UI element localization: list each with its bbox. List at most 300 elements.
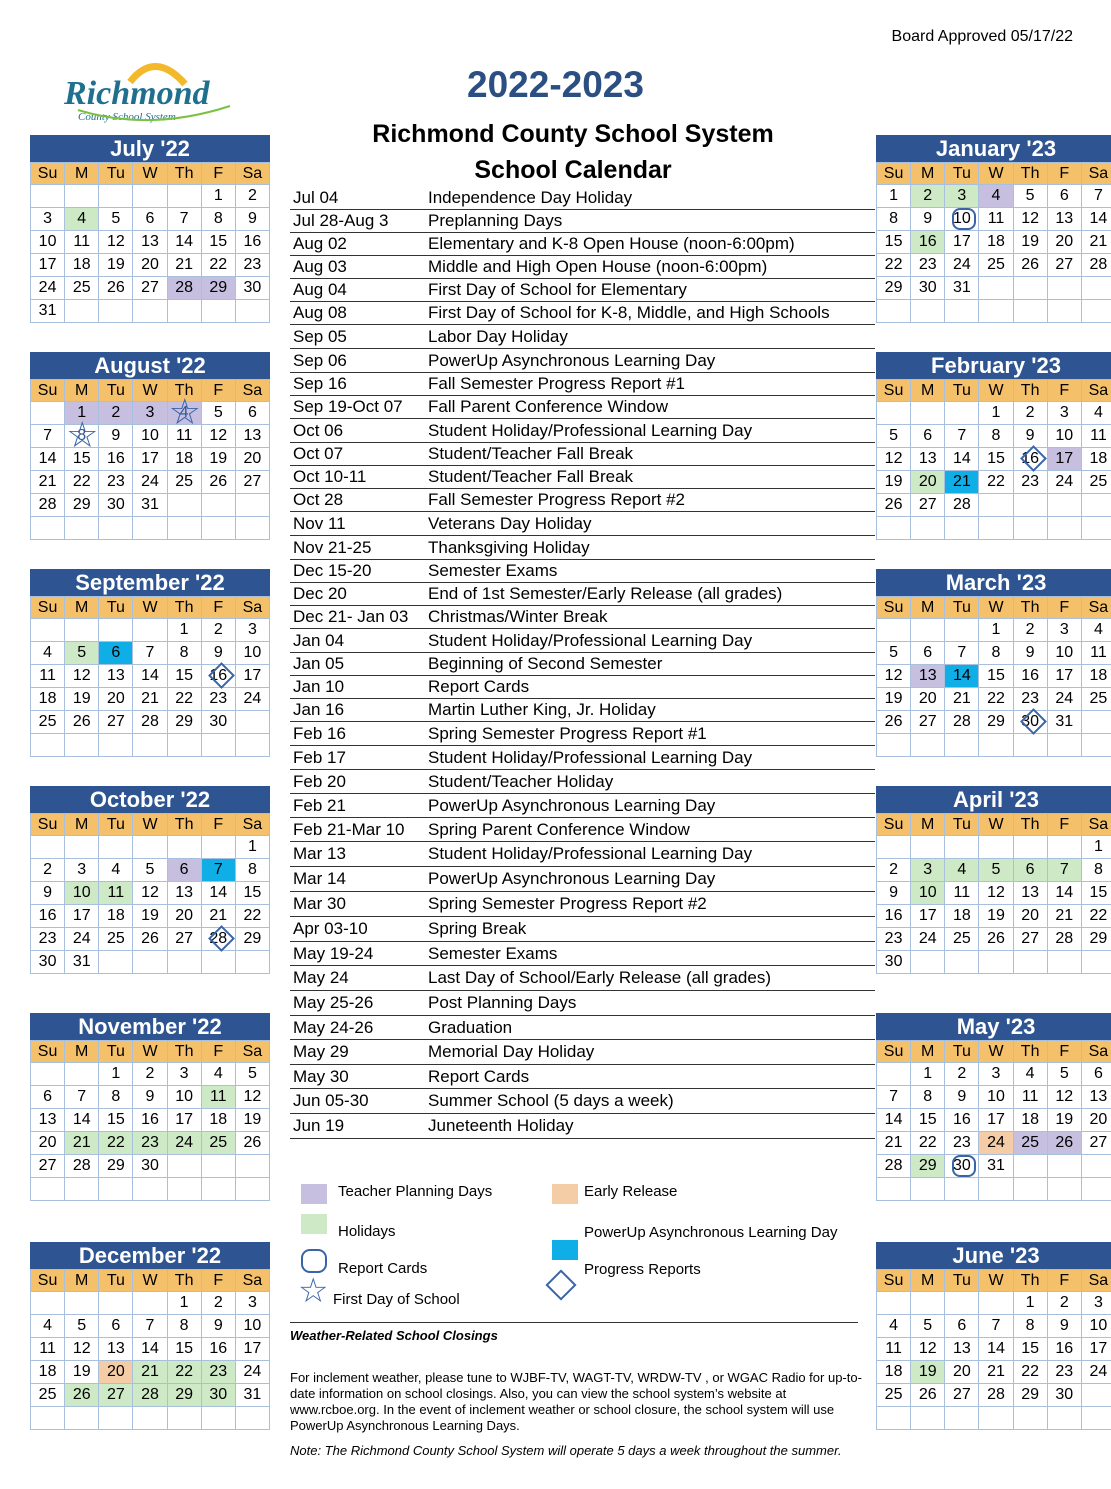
day-cell: 16 — [911, 231, 945, 254]
day-cell: 18 — [945, 905, 979, 928]
month-title: August '22 — [30, 352, 270, 379]
day-cell: 24 — [31, 277, 65, 300]
day-cell: 30 — [235, 277, 269, 300]
day-cell: 6 — [31, 1086, 65, 1109]
empty-cell — [65, 300, 99, 323]
empty-cell — [65, 1292, 99, 1315]
event-desc: Spring Break — [425, 917, 875, 942]
day-cell: 2 — [99, 402, 133, 425]
day-cell: 1 — [201, 185, 235, 208]
weekday-header: Th — [167, 163, 201, 185]
empty-cell — [65, 734, 99, 757]
month-title: November '22 — [30, 1013, 270, 1040]
day-cell: 1 — [167, 619, 201, 642]
empty-cell — [201, 494, 235, 517]
empty-cell — [1013, 517, 1047, 540]
day-cell: 14 — [133, 665, 167, 688]
day-cell: 12 — [133, 882, 167, 905]
event-date: Mar 30 — [290, 892, 425, 917]
event-desc: Student/Teacher Holiday — [425, 770, 875, 794]
event-date: Aug 03 — [290, 256, 425, 279]
empty-cell — [65, 836, 99, 859]
day-cell: 25 — [945, 928, 979, 951]
weekday-header: Tu — [99, 597, 133, 619]
event-date: Feb 21 — [290, 794, 425, 818]
logo-subtext: County School System — [78, 111, 176, 123]
event-desc: Beginning of Second Semester — [425, 653, 875, 676]
day-cell: 29 — [1013, 1384, 1047, 1407]
board-approved: Board Approved 05/17/22 — [891, 28, 1073, 45]
day-cell: 29 — [201, 277, 235, 300]
day-cell: 22 — [167, 1361, 201, 1384]
empty-cell — [945, 951, 979, 974]
empty-cell — [1013, 836, 1047, 859]
day-cell: 27 — [945, 1384, 979, 1407]
day-cell: 12 — [201, 425, 235, 448]
day-cell: 25 — [31, 711, 65, 734]
day-cell: 6 — [235, 402, 269, 425]
day-cell: 5 — [1013, 185, 1047, 208]
event-row — [290, 991, 875, 1016]
weekday-header: W — [133, 1041, 167, 1063]
event-desc: End of 1st Semester/Early Release (all grades) — [425, 583, 875, 606]
legend-progress: Progress Reports — [584, 1261, 701, 1278]
day-cell: 14 — [31, 448, 65, 471]
day-cell: 18 — [31, 688, 65, 711]
weekday-header: M — [65, 814, 99, 836]
day-cell: 5 — [1047, 1063, 1081, 1086]
day-cell: 27 — [235, 471, 269, 494]
divider — [290, 1322, 858, 1323]
day-cell: 7 — [1047, 859, 1081, 882]
day-cell: 24 — [1081, 1361, 1111, 1384]
day-cell: 5 — [65, 642, 99, 665]
day-cell: 24 — [979, 1132, 1013, 1155]
day-cell: 18 — [99, 905, 133, 928]
event-date: May 25-26 — [290, 991, 425, 1016]
weekday-header: Su — [877, 380, 911, 402]
event-desc: Student Holiday/Professional Learning Day — [425, 842, 875, 867]
day-cell: 12 — [877, 665, 911, 688]
day-cell: 26 — [877, 711, 911, 734]
day-cell: 1 — [979, 619, 1013, 642]
empty-cell — [167, 734, 201, 757]
weekday-header: F — [201, 597, 235, 619]
day-cell: 21 — [1081, 231, 1111, 254]
weekday-header: W — [979, 1270, 1013, 1292]
day-cell: 8 — [167, 642, 201, 665]
day-cell: 26 — [1013, 254, 1047, 277]
day-cell: 7 — [945, 642, 979, 665]
day-cell: 31 — [945, 277, 979, 300]
event-date: Sep 06 — [290, 349, 425, 373]
day-cell: 29 — [99, 1155, 133, 1178]
event-desc: Veterans Day Holiday — [425, 512, 875, 536]
empty-cell — [911, 951, 945, 974]
event-desc: Student Holiday/Professional Learning Day — [425, 419, 875, 443]
empty-cell — [911, 836, 945, 859]
day-cell: 28 — [201, 928, 235, 951]
event-desc: Juneteenth Holiday — [425, 1114, 875, 1139]
event-row — [290, 512, 875, 536]
day-cell: 24 — [1047, 471, 1081, 494]
event-row — [290, 419, 875, 443]
month-calendar — [30, 1013, 270, 1201]
weather-body: For inclement weather, please tune to WJBF-TV, WAGT-TV, WRDW-TV , or WGAC Radio for up-to-date information on school closings. Also, you can view the school system’s website at www.rcboe.org. In the event of inclement weather or school closure, the school system will use PowerUp Asynchronous Learning Days. — [290, 1370, 862, 1433]
empty-cell — [31, 1063, 65, 1086]
day-cell: 20 — [167, 905, 201, 928]
day-cell: 14 — [1081, 208, 1111, 231]
empty-cell — [65, 1063, 99, 1086]
event-row — [290, 818, 875, 842]
event-date: Aug 08 — [290, 302, 425, 325]
event-row — [290, 349, 875, 373]
weekday-header: Tu — [99, 380, 133, 402]
day-cell: 9 — [1047, 1315, 1081, 1338]
empty-cell — [979, 494, 1013, 517]
day-cell: 19 — [133, 905, 167, 928]
day-cell: 9 — [911, 208, 945, 231]
day-cell: 29 — [65, 494, 99, 517]
month-calendar — [876, 1013, 1111, 1201]
weekday-header: W — [133, 597, 167, 619]
weekday-header: Sa — [1081, 380, 1111, 402]
day-cell: 5 — [201, 402, 235, 425]
day-cell: 29 — [235, 928, 269, 951]
day-cell: 18 — [1081, 448, 1111, 471]
day-cell: 31 — [133, 494, 167, 517]
day-cell: 3 — [235, 1292, 269, 1315]
event-date: Mar 13 — [290, 842, 425, 867]
day-cell: 22 — [877, 254, 911, 277]
day-cell: 20 — [1013, 905, 1047, 928]
day-cell: 28 — [1047, 928, 1081, 951]
weekday-header: Sa — [235, 380, 269, 402]
weekday-header: Su — [877, 1270, 911, 1292]
event-desc: Student Holiday/Professional Learning Day — [425, 746, 875, 770]
day-cell: 2 — [133, 1063, 167, 1086]
day-cell: 10 — [1081, 1315, 1111, 1338]
day-cell: 22 — [167, 688, 201, 711]
day-cell: 21 — [201, 905, 235, 928]
day-cell: 26 — [911, 1384, 945, 1407]
day-cell: 20 — [1081, 1109, 1111, 1132]
day-cell: 25 — [877, 1384, 911, 1407]
day-cell: 10 — [1047, 425, 1081, 448]
empty-cell — [877, 1407, 911, 1430]
day-cell: 21 — [877, 1132, 911, 1155]
day-cell: 12 — [65, 1338, 99, 1361]
day-cell: 28 — [31, 494, 65, 517]
day-cell: 27 — [1013, 928, 1047, 951]
empty-cell — [201, 517, 235, 540]
day-cell: 15 — [911, 1109, 945, 1132]
event-row — [290, 279, 875, 302]
day-cell: 28 — [167, 277, 201, 300]
event-date: Jul 28-Aug 3 — [290, 210, 425, 233]
day-cell: 3 — [979, 1063, 1013, 1086]
day-cell: 4 — [945, 859, 979, 882]
weekday-header: Th — [167, 1270, 201, 1292]
day-cell: 23 — [1013, 688, 1047, 711]
day-cell: 12 — [65, 665, 99, 688]
day-cell: 26 — [235, 1132, 269, 1155]
month-title: March '23 — [876, 569, 1111, 596]
empty-cell — [235, 711, 269, 734]
day-cell: 3 — [65, 859, 99, 882]
day-cell: 30 — [201, 1384, 235, 1407]
weekday-header: Tu — [945, 597, 979, 619]
month-title: April '23 — [876, 786, 1111, 813]
event-row — [290, 583, 875, 606]
event-row — [290, 302, 875, 325]
empty-cell — [99, 1407, 133, 1430]
empty-cell — [877, 1178, 911, 1201]
empty-cell — [31, 517, 65, 540]
weekday-header: F — [1047, 163, 1081, 185]
day-cell: 14 — [1047, 882, 1081, 905]
month-title: July '22 — [30, 135, 270, 162]
event-row — [290, 489, 875, 512]
day-cell: 23 — [911, 254, 945, 277]
day-cell: 27 — [99, 1384, 133, 1407]
weekday-header: M — [911, 597, 945, 619]
day-cell: 7 — [1081, 185, 1111, 208]
empty-cell — [201, 300, 235, 323]
day-cell: 7 — [133, 1315, 167, 1338]
event-date: Oct 06 — [290, 419, 425, 443]
day-cell: 20 — [911, 688, 945, 711]
day-cell: 2 — [201, 619, 235, 642]
empty-cell — [167, 951, 201, 974]
empty-cell — [235, 1178, 269, 1201]
day-cell: 12 — [877, 448, 911, 471]
event-date: Feb 16 — [290, 722, 425, 746]
day-cell: 26 — [979, 928, 1013, 951]
day-cell: 10 — [235, 1315, 269, 1338]
day-cell: 7 — [201, 859, 235, 882]
event-date: Sep 16 — [290, 373, 425, 396]
day-cell: 8 — [99, 1086, 133, 1109]
day-cell: 14 — [945, 448, 979, 471]
day-cell: 24 — [65, 928, 99, 951]
day-cell: 30 — [1013, 711, 1047, 734]
event-date: Jun 19 — [290, 1114, 425, 1139]
day-cell: 20 — [235, 448, 269, 471]
day-cell: 18 — [1081, 665, 1111, 688]
legend-swatch-early — [552, 1184, 578, 1204]
day-cell: 16 — [1013, 665, 1047, 688]
weekday-header: F — [201, 1270, 235, 1292]
day-cell: 17 — [167, 1109, 201, 1132]
day-cell: 28 — [65, 1155, 99, 1178]
day-cell: 4 — [1081, 619, 1111, 642]
day-cell: 27 — [1081, 1132, 1111, 1155]
event-row — [290, 325, 875, 349]
day-cell: 31 — [235, 1384, 269, 1407]
weather-title: Weather-Related School Closings — [290, 1328, 498, 1343]
day-cell: 8 — [877, 208, 911, 231]
month-calendar — [30, 569, 270, 757]
weekday-header: F — [1047, 814, 1081, 836]
event-row — [290, 917, 875, 942]
empty-cell — [133, 185, 167, 208]
empty-cell — [201, 951, 235, 974]
empty-cell — [877, 734, 911, 757]
event-desc: PowerUp Asynchronous Learning Day — [425, 794, 875, 818]
day-cell: 29 — [167, 1384, 201, 1407]
day-cell: 17 — [945, 231, 979, 254]
event-date: Apr 03-10 — [290, 917, 425, 942]
month-title: May '23 — [876, 1013, 1111, 1040]
event-date: Jan 05 — [290, 653, 425, 676]
empty-cell — [133, 1178, 167, 1201]
weekday-header: Sa — [1081, 1270, 1111, 1292]
day-cell: 16 — [31, 905, 65, 928]
day-cell: 22 — [979, 688, 1013, 711]
event-row — [290, 794, 875, 818]
day-cell: 14 — [167, 231, 201, 254]
event-desc: Middle and High Open House (noon-6:00pm) — [425, 256, 875, 279]
weekday-header: F — [1047, 380, 1081, 402]
day-cell: 7 — [31, 425, 65, 448]
weekday-header: Su — [31, 814, 65, 836]
day-cell: 14 — [133, 1338, 167, 1361]
day-cell: 24 — [167, 1132, 201, 1155]
event-desc: First Day of School for Elementary — [425, 279, 875, 302]
day-cell: 11 — [979, 208, 1013, 231]
legend-teacher: Teacher Planning Days — [338, 1183, 493, 1200]
month-calendar — [876, 1242, 1111, 1430]
day-cell: 13 — [133, 231, 167, 254]
day-cell: 15 — [1081, 882, 1111, 905]
event-row — [290, 187, 875, 210]
day-cell: 4 ☆ — [167, 402, 201, 425]
day-cell: 5 — [235, 1063, 269, 1086]
day-cell: 2 — [1013, 619, 1047, 642]
day-cell: 15 — [1013, 1338, 1047, 1361]
day-cell: 15 — [167, 1338, 201, 1361]
day-cell: 25 — [65, 277, 99, 300]
empty-cell — [235, 300, 269, 323]
weekday-header: Tu — [99, 1041, 133, 1063]
day-cell: 3 — [1081, 1292, 1111, 1315]
day-cell: 22 — [65, 471, 99, 494]
day-cell: 13 — [911, 448, 945, 471]
day-cell: 15 — [979, 665, 1013, 688]
day-cell: 11 — [877, 1338, 911, 1361]
day-cell: 30 — [1047, 1384, 1081, 1407]
empty-cell — [167, 1155, 201, 1178]
day-cell: 28 — [877, 1155, 911, 1178]
day-cell: 21 — [979, 1361, 1013, 1384]
weekday-header: Th — [1013, 1041, 1047, 1063]
day-cell: 10 — [979, 1086, 1013, 1109]
day-cell: 11 — [31, 665, 65, 688]
day-cell: 18 — [979, 231, 1013, 254]
empty-cell — [1081, 1178, 1111, 1201]
day-cell: 20 — [31, 1132, 65, 1155]
empty-cell — [235, 734, 269, 757]
event-desc: Christmas/Winter Break — [425, 606, 875, 629]
event-desc: Report Cards — [425, 676, 875, 699]
weekday-header: W — [133, 814, 167, 836]
day-cell: 6 — [1047, 185, 1081, 208]
empty-cell — [235, 1155, 269, 1178]
day-cell: 21 — [167, 254, 201, 277]
empty-cell — [235, 494, 269, 517]
legend-swatch-holidays — [301, 1214, 327, 1234]
event-desc: Student Holiday/Professional Learning Day — [425, 629, 875, 653]
event-row — [290, 466, 875, 489]
day-cell: 28 — [1081, 254, 1111, 277]
event-date: Oct 07 — [290, 443, 425, 466]
day-cell: 5 — [979, 859, 1013, 882]
day-cell: 12 — [1047, 1086, 1081, 1109]
day-cell: 19 — [979, 905, 1013, 928]
day-cell: 21 — [945, 471, 979, 494]
empty-cell — [1047, 1407, 1081, 1430]
day-cell: 18 — [31, 1361, 65, 1384]
day-cell: 16 — [201, 1338, 235, 1361]
day-cell: 23 — [99, 471, 133, 494]
day-cell: 24 — [235, 1361, 269, 1384]
event-date: Dec 21- Jan 03 — [290, 606, 425, 629]
day-cell: 17 — [979, 1109, 1013, 1132]
event-row — [290, 1016, 875, 1040]
weekday-header: Su — [877, 163, 911, 185]
day-cell: 13 — [31, 1109, 65, 1132]
day-cell: 27 — [133, 277, 167, 300]
month-calendar — [30, 135, 270, 323]
day-cell: 22 — [99, 1132, 133, 1155]
day-cell: 28 — [979, 1384, 1013, 1407]
empty-cell — [167, 517, 201, 540]
empty-cell — [31, 1292, 65, 1315]
empty-cell — [1081, 1155, 1111, 1178]
star-icon: ☆ — [298, 1272, 329, 1310]
day-cell: 12 — [235, 1086, 269, 1109]
empty-cell — [167, 1178, 201, 1201]
empty-cell — [133, 1407, 167, 1430]
day-cell: 16 — [133, 1109, 167, 1132]
day-cell: 27 — [167, 928, 201, 951]
day-cell: 7 — [167, 208, 201, 231]
empty-cell — [1047, 734, 1081, 757]
day-cell: 3 — [945, 185, 979, 208]
day-cell: 6 — [167, 859, 201, 882]
event-row — [290, 1114, 875, 1139]
day-cell: 2 — [1013, 402, 1047, 425]
events-table — [290, 187, 875, 1139]
event-date: Oct 10-11 — [290, 466, 425, 489]
day-cell: 28 — [133, 1384, 167, 1407]
empty-cell — [979, 836, 1013, 859]
day-cell: 3 — [911, 859, 945, 882]
legend-swatch-powerup — [552, 1240, 578, 1260]
empty-cell — [133, 300, 167, 323]
event-date: May 24-26 — [290, 1016, 425, 1040]
day-cell: 26 — [65, 1384, 99, 1407]
month-title: September '22 — [30, 569, 270, 596]
day-cell: 6 — [911, 425, 945, 448]
weekday-header: Su — [31, 380, 65, 402]
empty-cell — [877, 517, 911, 540]
day-cell: 27 — [1047, 254, 1081, 277]
day-cell: 25 — [1081, 471, 1111, 494]
weekday-header: M — [911, 163, 945, 185]
day-cell: 7 — [65, 1086, 99, 1109]
